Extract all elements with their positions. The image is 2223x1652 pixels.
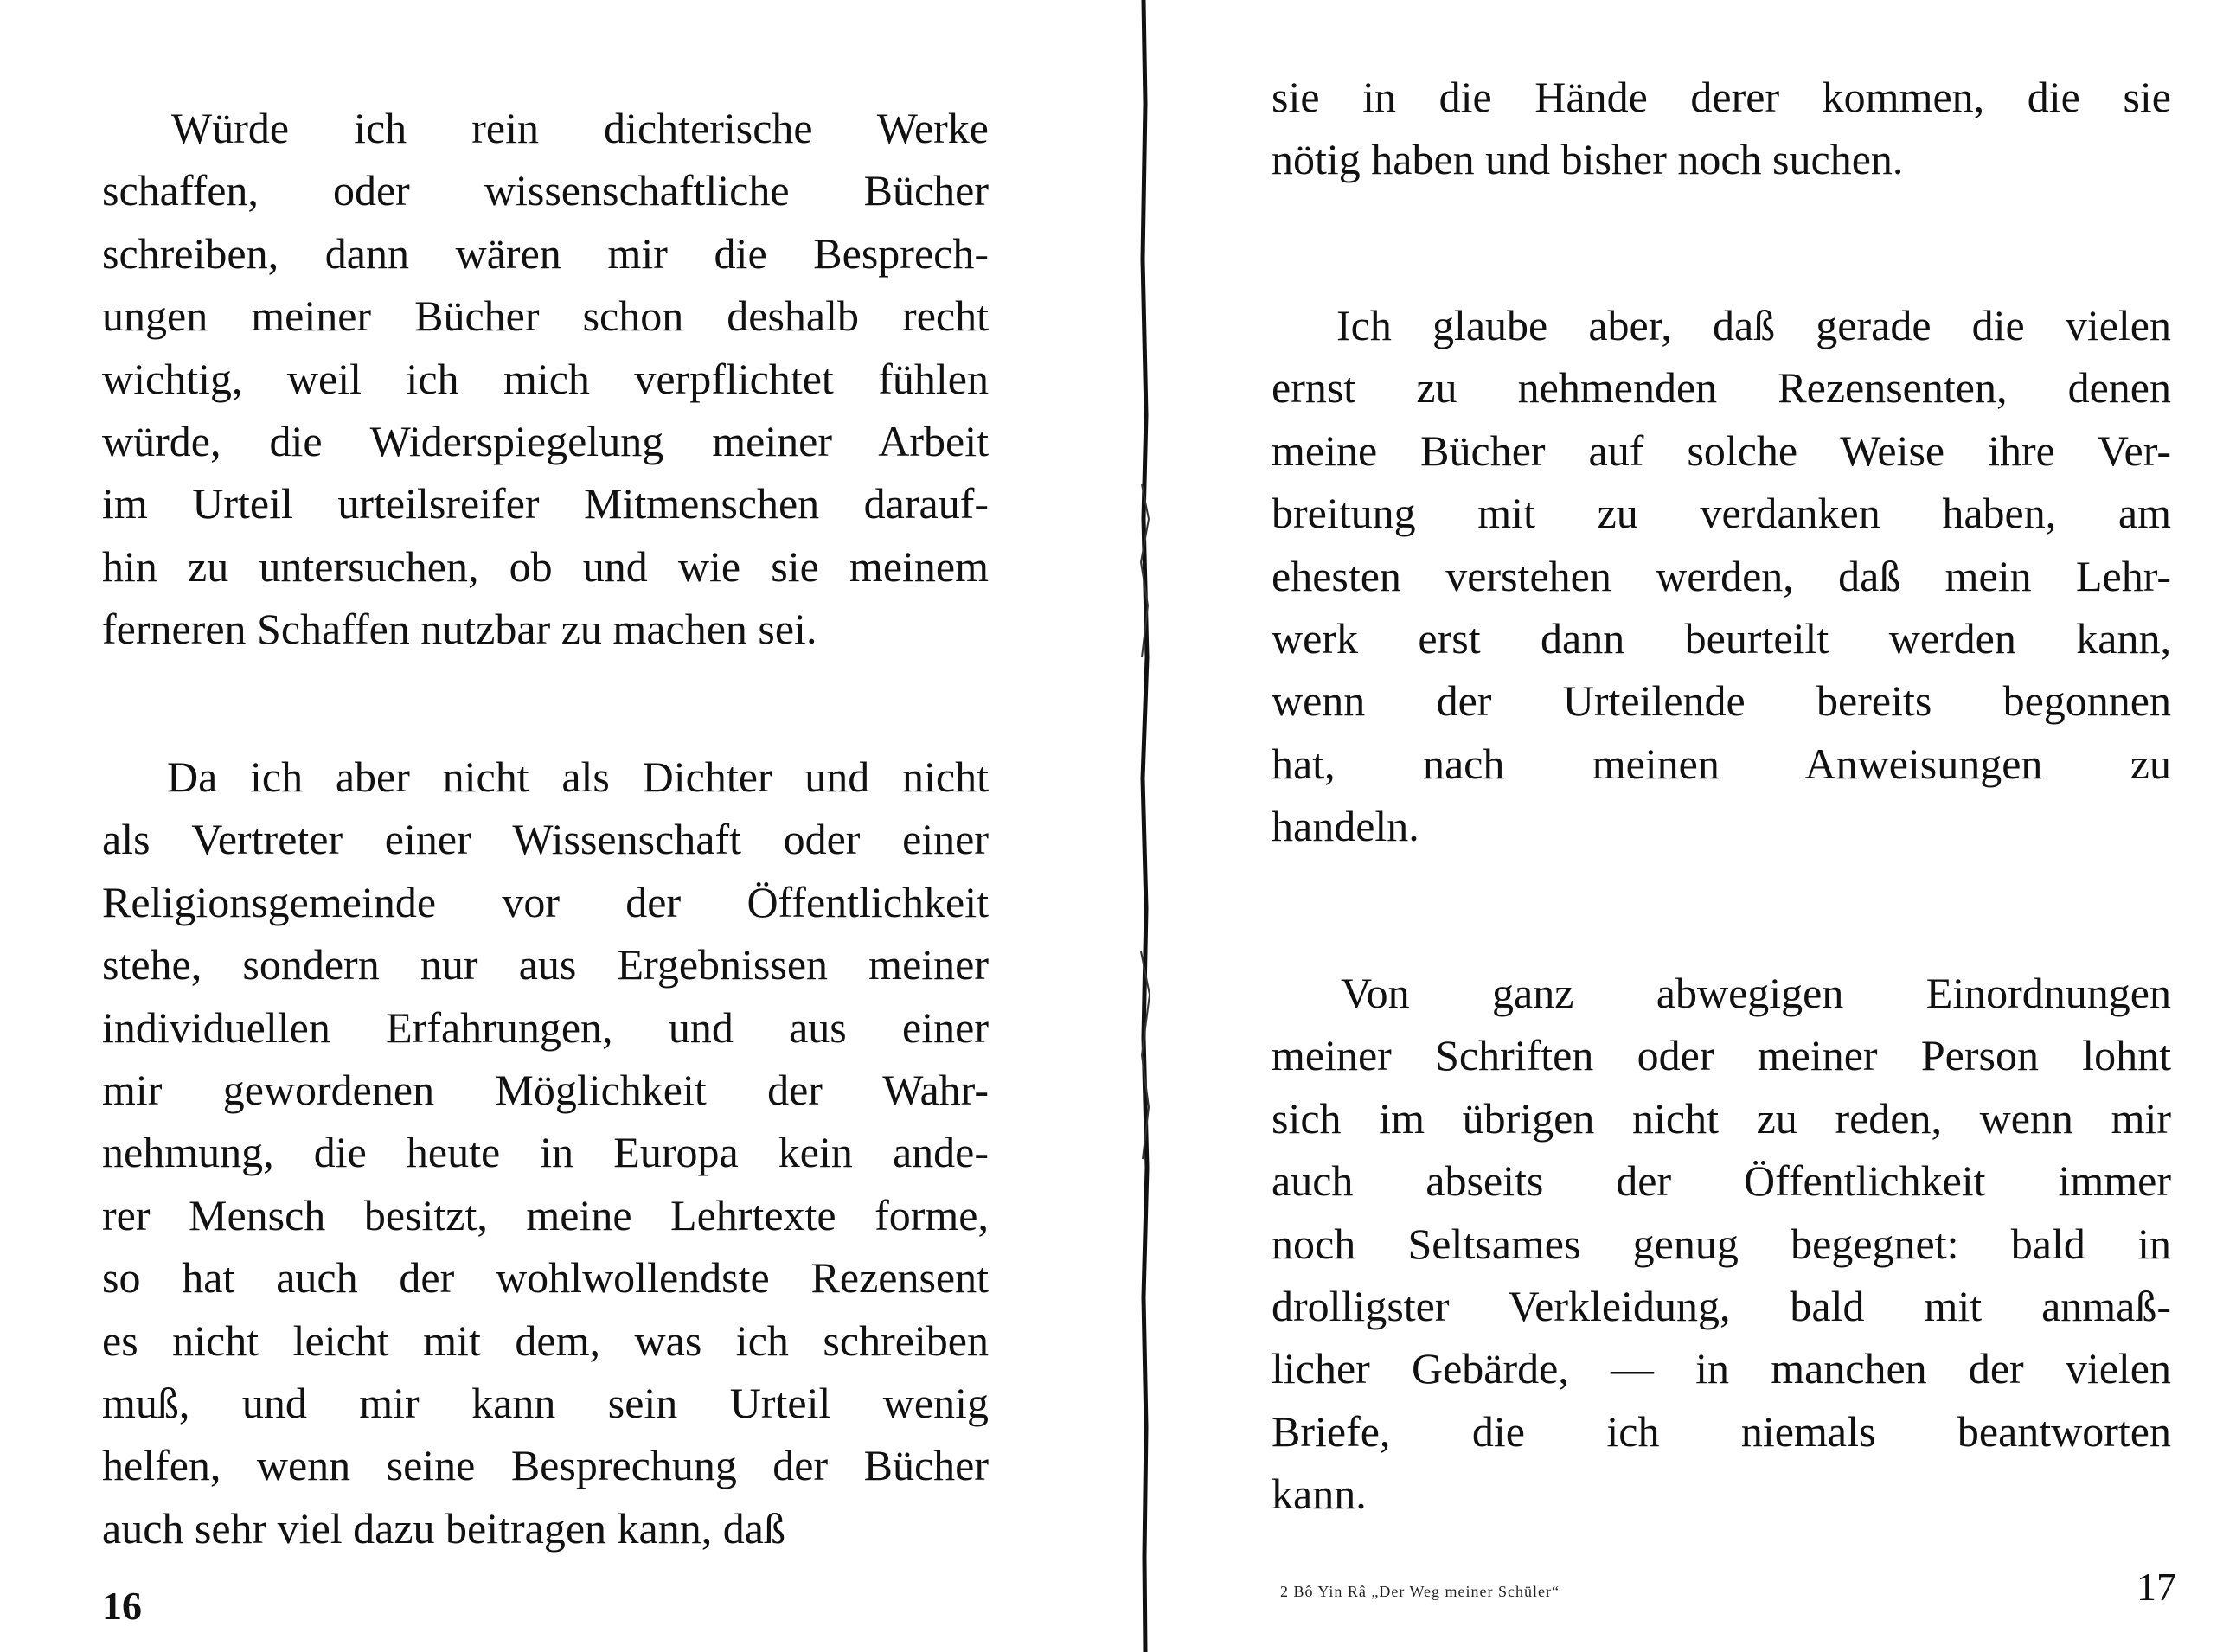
left-paragraph-2 — [102, 746, 989, 1559]
book-gutter — [1131, 0, 1157, 1652]
right-paragraph-3-line: Von ganz abwegigen Einordnungen — [1341, 969, 2171, 1017]
right-paragraph-2-line: hat, nach meinen Anweisungen zu — [1272, 739, 2171, 788]
left-paragraph-1-line: würde, die Widerspiegelung meiner Arbeit — [102, 417, 989, 466]
left-paragraph-2-line: auch sehr viel dazu beitragen kann, daß — [102, 1503, 785, 1553]
right-paragraph-1-line: nötig haben und bisher noch suchen. — [1272, 135, 1904, 184]
right-paragraph-2-line: handeln. — [1272, 802, 1419, 851]
left-paragraph-1-line: schaffen, oder wissenschaftliche Bücher — [102, 166, 989, 215]
left-paragraph-2-line: es nicht leicht mit dem, was ich schreiben — [102, 1316, 989, 1365]
right-paragraph-3-line: kann. — [1272, 1470, 1367, 1519]
left-paragraph-1-line: hin zu untersuchen, ob und wie sie meinem — [102, 541, 989, 591]
page-number-right: 17 — [2137, 1565, 2176, 1609]
left-paragraph-1-line: wichtig, weil ich mich verpflichtet fühlen — [102, 354, 989, 403]
right-paragraph-1 — [1272, 66, 2171, 191]
right-paragraph-3-line: meiner Schriften oder meiner Person lohnt — [1272, 1031, 2171, 1080]
left-paragraph-2-line: Da ich aber nicht als Dichter und nicht — [167, 752, 989, 801]
right-paragraph-2-line: ehesten verstehen werden, daß mein Lehr- — [1272, 551, 2171, 600]
left-paragraph-2-line: so hat auch der wohlwollendste Rezensent — [102, 1253, 989, 1303]
left-paragraph-2-line: helfen, wenn seine Besprechung der Bücher — [102, 1441, 989, 1490]
right-paragraph-3-line: noch Seltsames genug begegnet: bald in — [1272, 1219, 2171, 1268]
right-paragraph-3 — [1272, 962, 2171, 1526]
left-paragraph-2-line: Religionsgemeinde vor der Öffentlichkeit — [102, 877, 989, 926]
left-paragraph-2-line: als Vertreter einer Wissenschaft oder einer — [102, 815, 989, 864]
left-paragraph-1-line: ungen meiner Bücher schon deshalb recht — [102, 291, 989, 341]
left-paragraph-2-line: individuellen Erfahrungen, und aus einer — [102, 1002, 989, 1052]
left-paragraph-2-line: nehmung, die heute in Europa kein ande- — [102, 1128, 989, 1177]
left-paragraph-1 — [102, 97, 989, 661]
right-paragraph-3-line: sich im übrigen nicht zu reden, wenn mir — [1272, 1093, 2171, 1143]
left-paragraph-1-line: schreiben, dann wären mir die Besprech- — [102, 228, 989, 278]
right-paragraph-3-line: auch abseits der Öffentlichkeit immer — [1272, 1156, 2171, 1206]
right-paragraph-2-line: breitung mit zu verdanken haben, am — [1272, 489, 2171, 538]
left-paragraph-1-line: Würde ich rein dichterische Werke — [171, 104, 989, 152]
left-paragraph-2-line: mir gewordenen Möglichkeit der Wahr- — [102, 1066, 989, 1115]
left-paragraph-2-line: stehe, sondern nur aus Ergebnissen meiner — [102, 940, 989, 989]
right-paragraph-2-line: wenn der Urteilende bereits begonnen — [1272, 676, 2171, 726]
right-paragraph-1-line: sie in die Hände derer kommen, die sie — [1272, 73, 2171, 121]
right-paragraph-2-line: werk erst dann beurteilt werden kann, — [1272, 614, 2171, 663]
left-paragraph-2-line: muß, und mir kann sein Urteil wenig — [102, 1379, 989, 1428]
right-paragraph-3-line: drolligster Verkleidung, bald mit anmaß- — [1272, 1282, 2171, 1331]
left-paragraph-1-line: im Urteil urteilsreifer Mitmenschen darauf- — [102, 479, 989, 528]
right-paragraph-3-line: licher Gebärde, — in manchen der vielen — [1272, 1344, 2171, 1393]
left-paragraph-1-line: ferneren Schaffen nutzbar zu machen sei. — [102, 605, 817, 654]
page-number-left: 16 — [102, 1584, 142, 1628]
footnote-signature: 2 Bô Yin Râ „Der Weg meiner Schüler“ — [1280, 1583, 1560, 1600]
left-paragraph-2-line: rer Mensch besitzt, meine Lehrtexte forme, — [102, 1190, 989, 1239]
right-paragraph-2-line: meine Bücher auf solche Weise ihre Ver- — [1272, 426, 2171, 475]
right-paragraph-2 — [1272, 294, 2171, 858]
right-paragraph-3-line: Briefe, die ich niemals beantworten — [1272, 1406, 2171, 1456]
right-paragraph-2-line: ernst zu nehmenden Rezensenten, denen — [1272, 363, 2171, 413]
right-paragraph-2-line: Ich glaube aber, daß gerade die vielen — [1336, 301, 2171, 349]
